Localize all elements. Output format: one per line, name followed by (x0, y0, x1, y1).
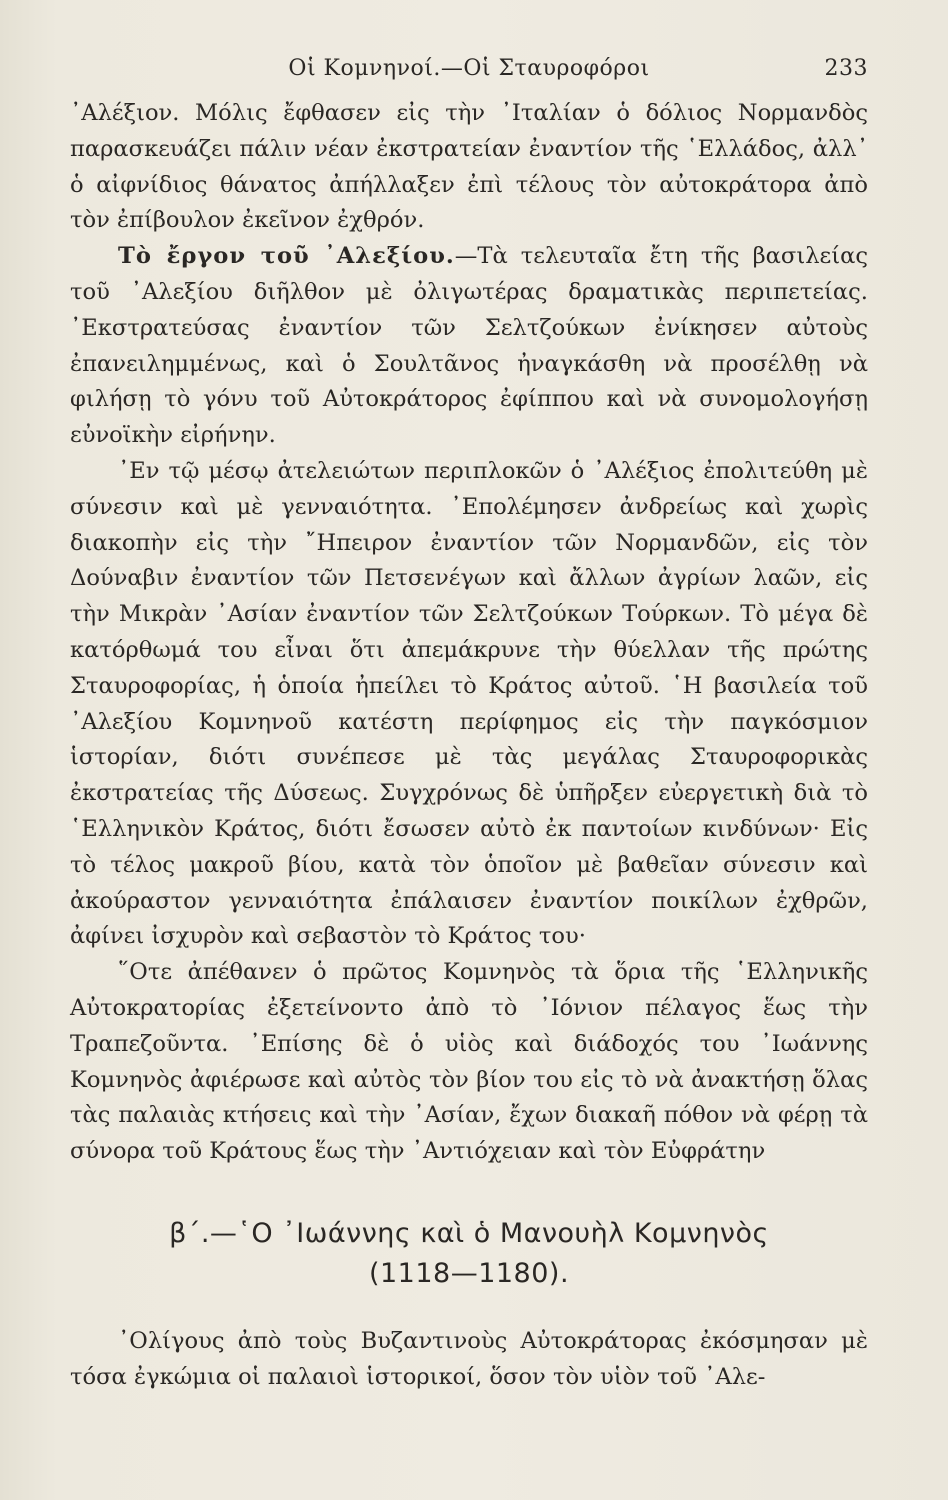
body-text-section (70, 1324, 868, 1396)
paragraph-alexios-work (70, 239, 868, 454)
running-title: Οἱ Κομνηνοί.—Οἱ Σταυροφόροι (288, 56, 650, 81)
paragraph-lead-heading: Τὸ ἔργον τοῦ ᾿Αλεξίου. (118, 243, 455, 270)
section-heading-dates: (1118—1180). (368, 1257, 570, 1289)
paragraph-alexios-policy: ᾿Εν τῷ μέσῳ ἀτελειώτων περιπλοκῶν ὁ ᾿Αλέξιος ἐπολιτεύθη μὲ σύνεσιν καὶ μὲ γενναιότητα. ᾿Επολέμησεν ἀνδρείως καὶ χωρὶς διακοπὴν εἰς τὴν ῎Ηπειρον ἐναντίον τῶν Νορμανδῶν, εἰς τὸν Δούναβιν ἐναντίον τῶν Πετσενέγων καὶ ἄλλων ἀγρίων λαῶν, εἰς τὴν Μικρὰν ᾿Ασίαν ἐναντίον τῶν Σελτζούκων Τούρκων. Τὸ μέγα δὲ κατόρθωμά του εἶναι ὅτι ἀπεμάκρυνε τὴν θύελλαν τῆς πρώτης Σταυροφορίας, ἡ ὁποία ἠπείλει τὸ Κράτος αὐτοῦ. ῾Η βασιλεία τοῦ ᾿Αλεξίου Κομνηνοῦ κατέστη περίφημος εἰς τὴν παγκόσμιον ἱστορίαν, διότι συνέπεσε μὲ τὰς μεγάλας Σταυροφορικὰς ἐκστρατείας τῆς Δύσεως. Συγχρόνως δὲ ὑπῆρξεν εὐεργετικὴ διὰ τὸ ῾Ελληνικὸν Κράτος, διότι ἔσωσεν αὐτὸ ἐκ παντοίων κινδύνων· Εἰς τὸ τέλος μακροῦ βίου, κατὰ τὸν ὁποῖον μὲ βαθεῖαν σύνεσιν καὶ ἀκούραστον γενναιότητα ἐπάλαισεν ἐναντίον ποικίλων ἐχθρῶν, ἀφίνει ἰσχυρὸν καὶ σεβαστὸν τὸ Κράτος του· (70, 457, 868, 950)
section-heading-title: β΄.—῾Ο ᾿Ιωάννης καὶ ὁ Μανουὴλ Κομνηνὸς (169, 1217, 769, 1249)
paragraph-empire-borders: ῞Οτε ἀπέθανεν ὁ πρῶτος Κομνηνὸς τὰ ὅρια τῆς ῾Ελληνικῆς Αὐτοκρατορίας ἐξετείνοντο ἀπὸ τὸ ᾿Ιόνιον πέλαγος ἕως τὴν Τραπεζοῦντα. ᾿Επίσης δὲ ὁ υἱὸς καὶ διάδοχός του ᾿Ιωάννης Κομνηνὸς ἀφιέρωσε καὶ αὐτὸς τὸν βίον του εἰς τὸ νὰ ἀνακτήσῃ ὅλας τὰς παλαιὰς κτήσεις καὶ τὴν ᾿Ασίαν, ἔχων διακαῆ πόθον νὰ φέρῃ τὰ σύνορα τοῦ Κράτους ἕως τὴν ᾿Αντιόχειαν καὶ τὸν Εὐφράτην (70, 959, 868, 1165)
paragraph-continuation: ᾿Αλέξιον. Μόλις ἔφθασεν εἰς τὴν ᾿Ιταλίαν ὁ δόλιος Νορμανδὸς παρασκευάζει πάλιν νέαν ἐκστρατείαν ἐναντίον τῆς ῾Ελλάδος, ἀλλ᾿ ὁ αἰφνίδιος θάνατος ἀπήλλαξεν ἐπὶ τέλους τὸν αὐτοκράτορα ἀπὸ τὸν ἐπίβουλον ἐκεῖνον ἐχθρόν. (70, 100, 868, 234)
page-number: 233 (824, 56, 868, 81)
body-text (70, 96, 868, 1170)
running-head (70, 56, 868, 96)
paragraph-ioannes-intro: ᾿Ολίγους ἀπὸ τοὺς Βυζαντινοὺς Αὐτοκράτορας ἐκόσμησαν μὲ τόσα ἐγκώμια οἱ παλαιοὶ ἱστορικοί, ὅσον τὸν υἱὸν τοῦ ᾿Αλε- (70, 1327, 868, 1390)
section-heading (70, 1214, 868, 1294)
paragraph-text: —Τὰ τελευταῖα ἔτη τῆς βασιλείας τοῦ ᾿Αλεξίου διῆλθον μὲ ὀλιγωτέρας δραματικὰς περιπετείας. ᾿Εκστρατεύσας ἐναντίον τῶν Σελτζούκων ἐνίκησεν αὐτοὺς ἐπανειλημμένως, καὶ ὁ Σουλτᾶνος ἠναγκάσθη νὰ προσέλθῃ νὰ φιλήσῃ τὸ γόνυ τοῦ Αὐτοκράτορος ἐφίππου καὶ νὰ συνομολογήσῃ εὐνοϊκὴν εἰρήνην. (70, 243, 869, 449)
